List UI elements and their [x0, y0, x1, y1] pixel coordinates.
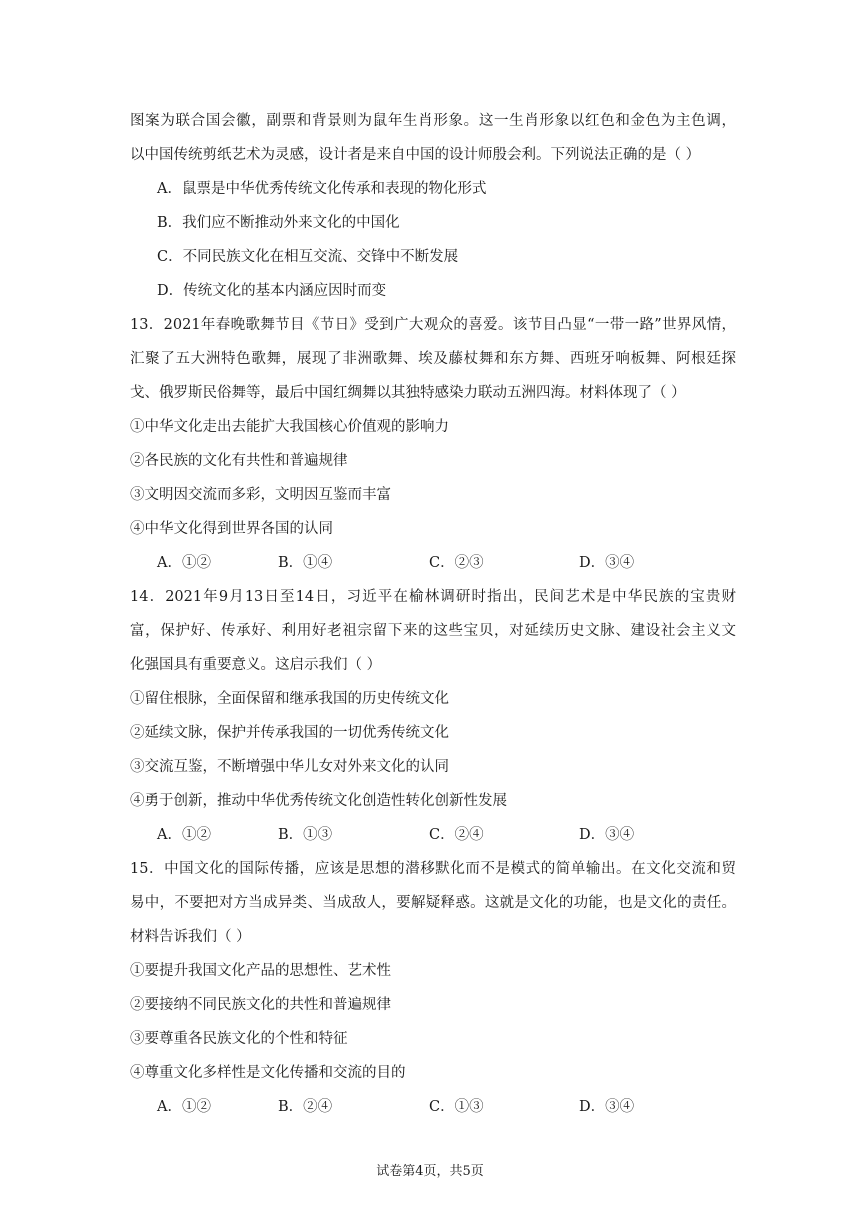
q15-item-2: ②要接纳不同民族文化的共性和普遍规律 — [130, 997, 391, 1013]
q12-option-d: D．传统文化的基本内涵应因时而变 — [157, 283, 387, 299]
q13-item-4: ④中华文化得到世界各国的认同 — [130, 521, 333, 537]
q14-options — [157, 825, 717, 845]
intro-line-2: 以中国传统剪纸艺术为灵感，设计者是来自中国的设计师殷会利。下列说法正确的是（ ） — [130, 147, 701, 163]
q14-stem-line-3: 化强国具有重要意义。这启示我们（ ） — [130, 657, 382, 673]
q15-stem-line-3: 材料告诉我们（ ） — [130, 929, 251, 945]
q13-stem-line-1: 13．2021年春晚歌舞节目《节日》受到广大观众的喜爱。该节目凸显“一带一路”世界风情， — [130, 317, 736, 333]
q15-item-4: ④尊重文化多样性是文化传播和交流的目的 — [130, 1065, 406, 1081]
q15-stem-line-2: 易中，不要把对方当成异类、当成敌人，要解疑释惑。这就是文化的功能，也是文化的责任。 — [130, 895, 736, 911]
page-footer: 试卷第4页，共5页 — [376, 1164, 484, 1179]
q14-option-b: B．①③ — [278, 827, 333, 843]
q13-option-c: C．②③ — [429, 555, 484, 571]
q13-stem-line-2: 汇聚了五大洲特色歌舞，展现了非洲歌舞、埃及藤杖舞和东方舞、西班牙响板舞、阿根廷探 — [130, 351, 736, 367]
q14-item-4: ④勇于创新，推动中华优秀传统文化创造性转化创新性发展 — [130, 793, 507, 809]
q15-option-d: D．③④ — [579, 1099, 635, 1115]
q15-item-1: ①要提升我国文化产品的思想性、艺术性 — [130, 963, 391, 979]
q14-stem-line-1: 14．2021年9月13日至14日，习近平在榆林调研时指出，民间艺术是中华民族的宝贵财 — [130, 589, 736, 605]
q13-item-3: ③文明因交流而多彩，文明因互鉴而丰富 — [130, 487, 391, 503]
q14-option-c: C．②④ — [429, 827, 484, 843]
q14-item-2: ②延续文脉，保护并传承我国的一切优秀传统文化 — [130, 725, 449, 741]
q13-stem-line-3: 戈、俄罗斯民俗舞等，最后中国红绸舞以其独特感染力联动五洲四海。材料体现了（ ） — [130, 385, 686, 401]
q15-item-3: ③要尊重各民族文化的个性和特征 — [130, 1031, 348, 1047]
q14-option-a: A．①② — [157, 827, 211, 843]
q12-option-b: B．我们应不断推动外来文化的中国化 — [157, 215, 400, 231]
q12-option-a: A．鼠票是中华优秀传统文化传承和表现的物化形式 — [157, 181, 487, 197]
q13-option-b: B．①④ — [278, 555, 333, 571]
q14-stem-line-2: 富，保护好、传承好、利用好老祖宗留下来的这些宝贝，对延续历史文脉、建设社会主义文 — [130, 623, 736, 639]
q15-option-b: B．②④ — [278, 1099, 333, 1115]
intro-line-1: 图案为联合国会徽，副票和背景则为鼠年生肖形象。这一生肖形象以红色和金色为主色调， — [130, 113, 736, 129]
q15-option-a: A．①② — [157, 1099, 211, 1115]
q15-options — [157, 1097, 717, 1117]
q14-item-1: ①留住根脉，全面保留和继承我国的历史传统文化 — [130, 691, 449, 707]
q13-option-a: A．①② — [157, 555, 211, 571]
q13-item-1: ①中华文化走出去能扩大我国核心价值观的影响力 — [130, 419, 449, 435]
q14-option-d: D．③④ — [579, 827, 635, 843]
q14-item-3: ③交流互鉴，不断增强中华儿女对外来文化的认同 — [130, 759, 449, 775]
q13-options — [157, 553, 717, 573]
q15-stem-line-1: 15．中国文化的国际传播，应该是思想的潜移默化而不是模式的简单输出。在文化交流和贸 — [130, 861, 736, 877]
q13-item-2: ②各民族的文化有共性和普遍规律 — [130, 453, 348, 469]
q12-option-c: C．不同民族文化在相互交流、交锋中不断发展 — [157, 249, 459, 265]
q15-option-c: C．①③ — [429, 1099, 484, 1115]
q13-option-d: D．③④ — [579, 555, 635, 571]
